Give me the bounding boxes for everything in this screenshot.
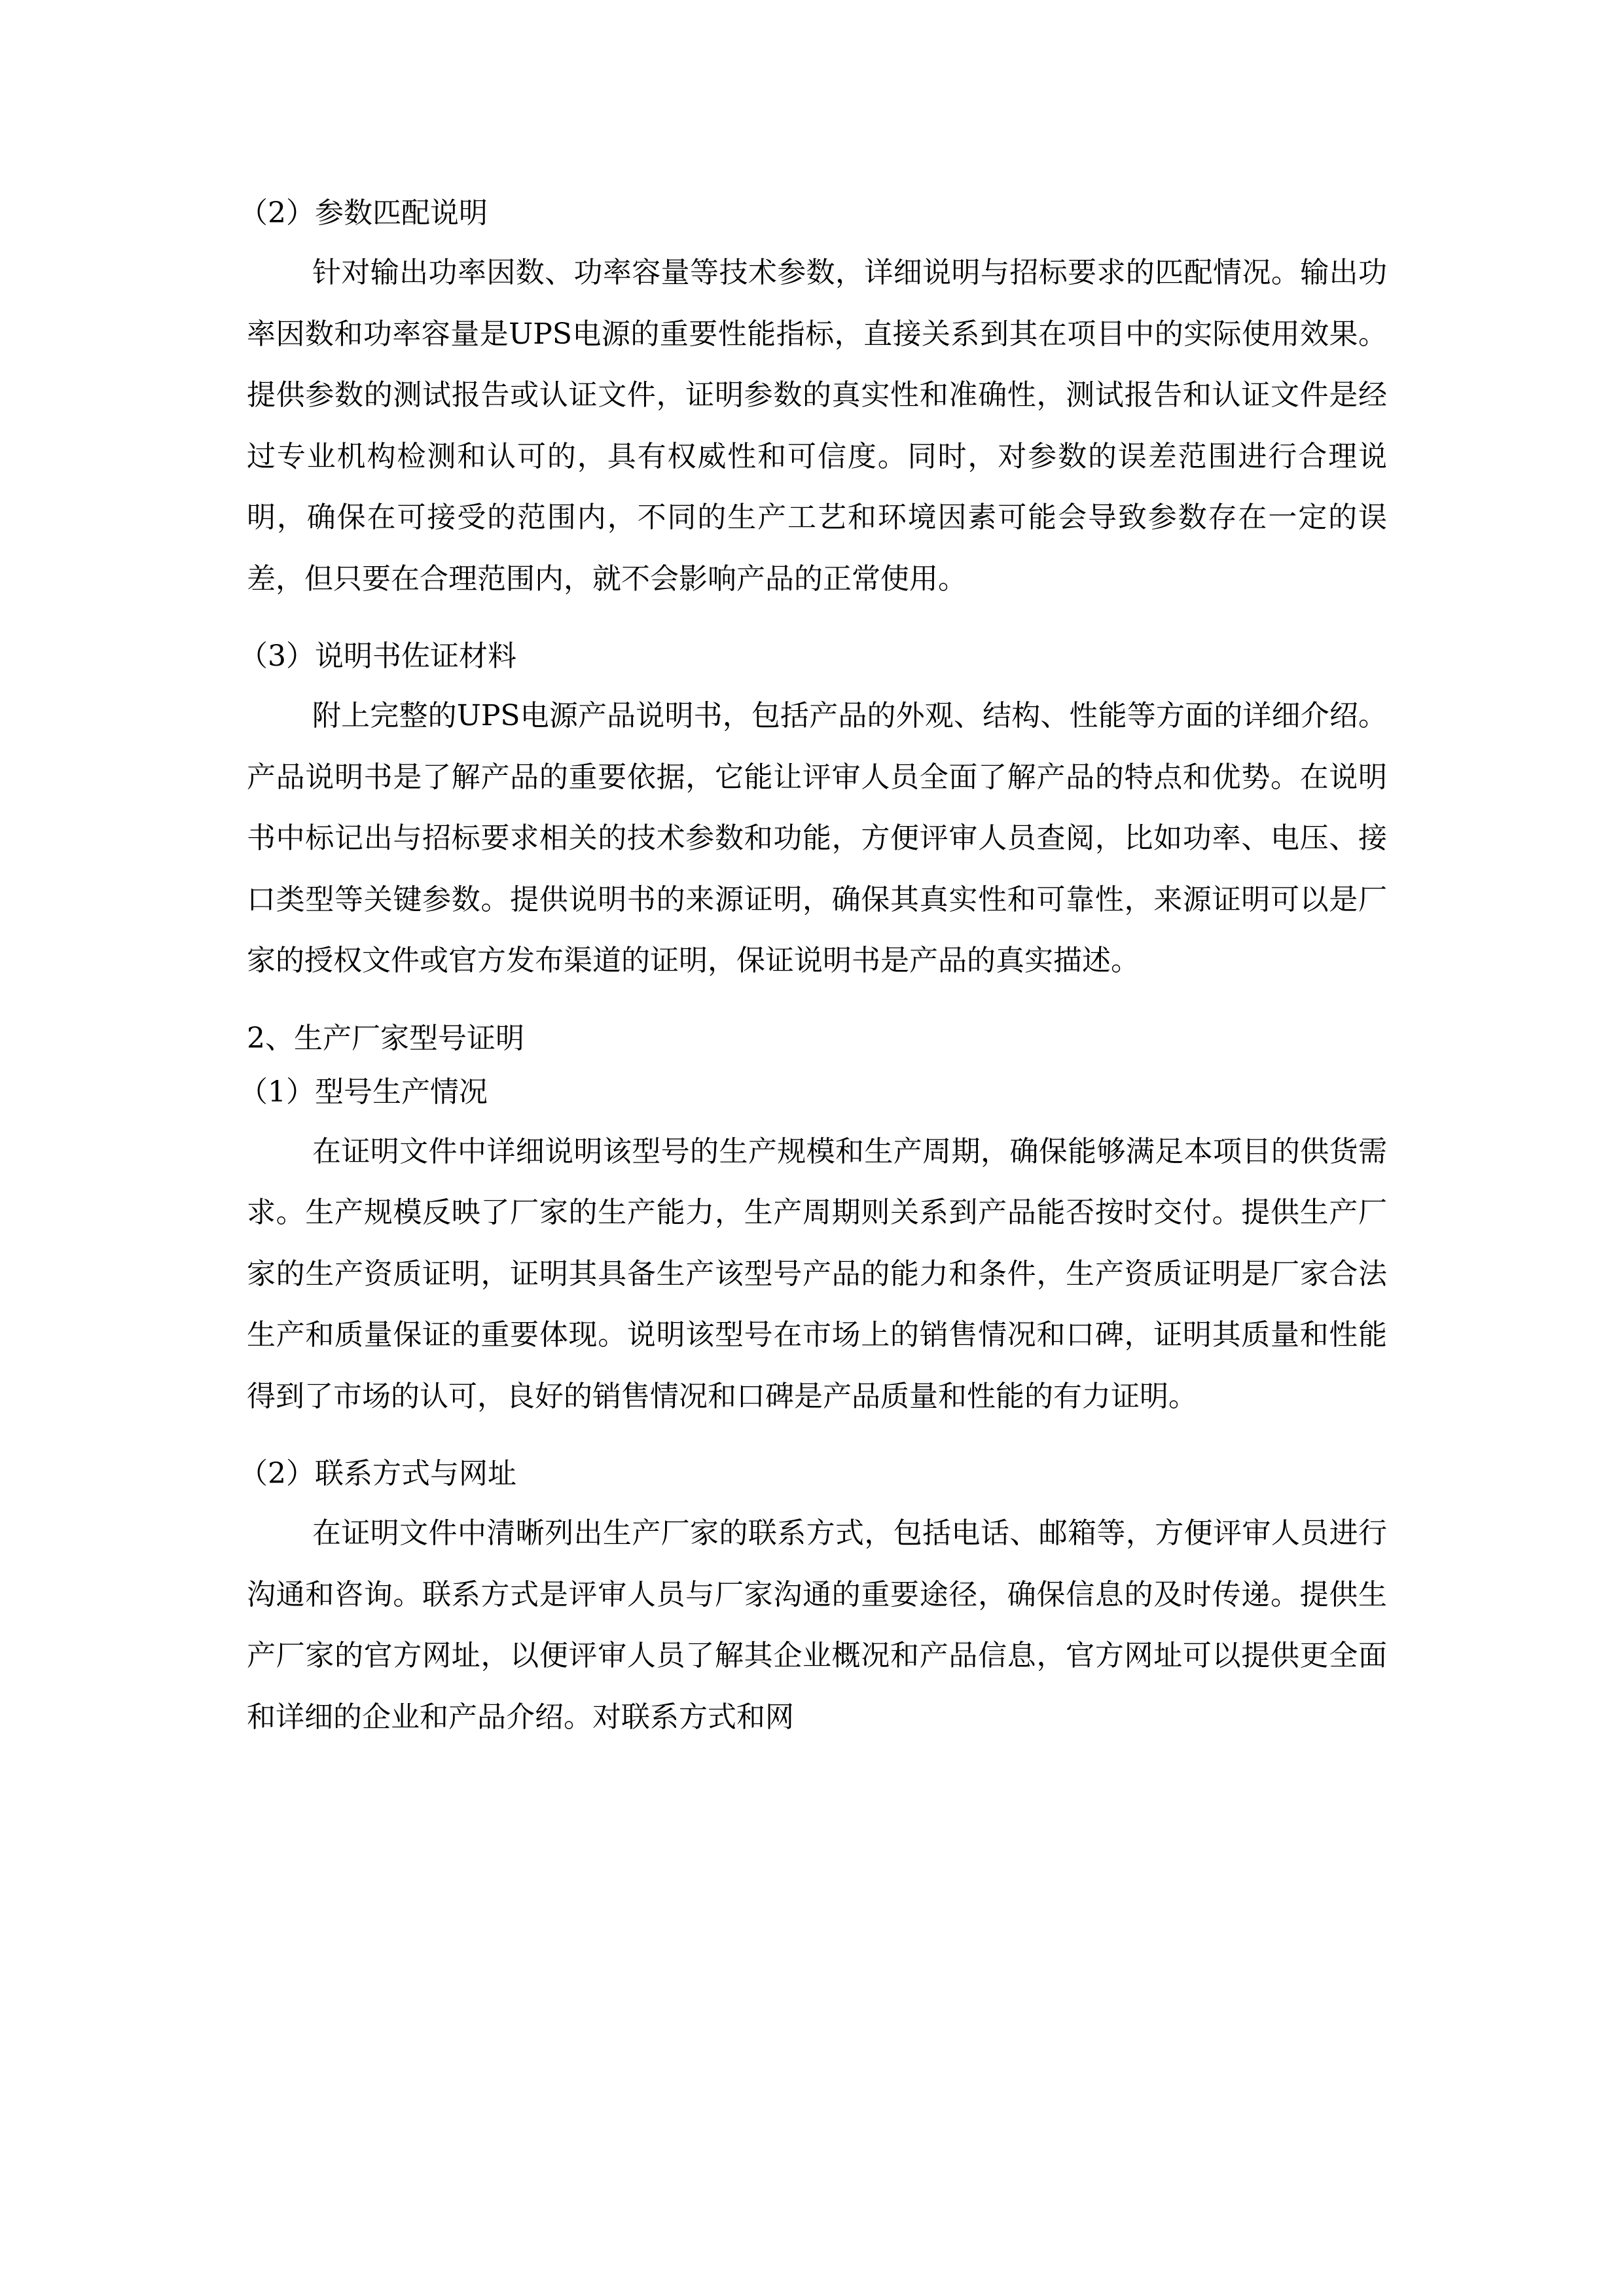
chapter-title: 2、生产厂家型号证明 (247, 1021, 524, 1055)
section-heading: （1）型号生产情况 (239, 1075, 488, 1109)
section-heading: （2）联系方式与网址 (239, 1457, 516, 1490)
section-paragraph: 在证明文件中详细说明该型号的生产规模和生产周期，确保能够满足本项目的供货需求。生产规模反映了厂家的生产能力，生产周期则关系到产品能否按时交付。提供生产厂家的生产资质证明，证明其具备生产该型号产品的能力和条件，生产资质证明是厂家合法生产和质量保证的重要体现。说明该型号在市场上的销售情况和口碑，证明其质量和性能得到了市场的认可，良好的销售情况和口碑是产品质量和性能的有力证明。 (247, 1134, 1387, 1413)
section-heading: （3）说明书佐证材料 (239, 639, 516, 673)
section-paragraph: 在证明文件中清晰列出生产厂家的联系方式，包括电话、邮箱等，方便评审人员进行沟通和咨询。联系方式是评审人员与厂家沟通的重要途径，确保信息的及时传递。提供生产厂家的官方网址，以便评审人员了解其企业概况和产品信息，官方网址可以提供更全面和详细的企业和产品介绍。对联系方式和网 (247, 1516, 1387, 1734)
section-paragraph: 附上完整的UPS电源产品说明书，包括产品的外观、结构、性能等方面的详细介绍。产品说明书是了解产品的重要依据，它能让评审人员全面了解产品的特点和优势。在说明书中标记出与招标要求相关的技术参数和功能，方便评审人员查阅，比如功率、电压、接口类型等关键参数。提供说明书的来源证明，确保其真实性和可靠性，来源证明可以是厂家的授权文件或官方发布渠道的证明，保证说明书是产品的真实描述。 (247, 699, 1387, 977)
section-paragraph: 针对输出功率因数、功率容量等技术参数，详细说明与招标要求的匹配情况。输出功率因数和功率容量是UPS电源的重要性能指标，直接关系到其在项目中的实际使用效果。提供参数的测试报告或认证文件，证明参数的真实性和准确性，测试报告和认证文件是经过专业机构检测和认可的，具有权威性和可信度。同时，对参数的误差范围进行合理说明，确保在可接受的范围内，不同的生产工艺和环境因素可能会导致参数存在一定的误差，但只要在合理范围内，就不会影响产品的正常使用。 (247, 256, 1387, 596)
section-heading: （2）参数匹配说明 (239, 196, 488, 230)
